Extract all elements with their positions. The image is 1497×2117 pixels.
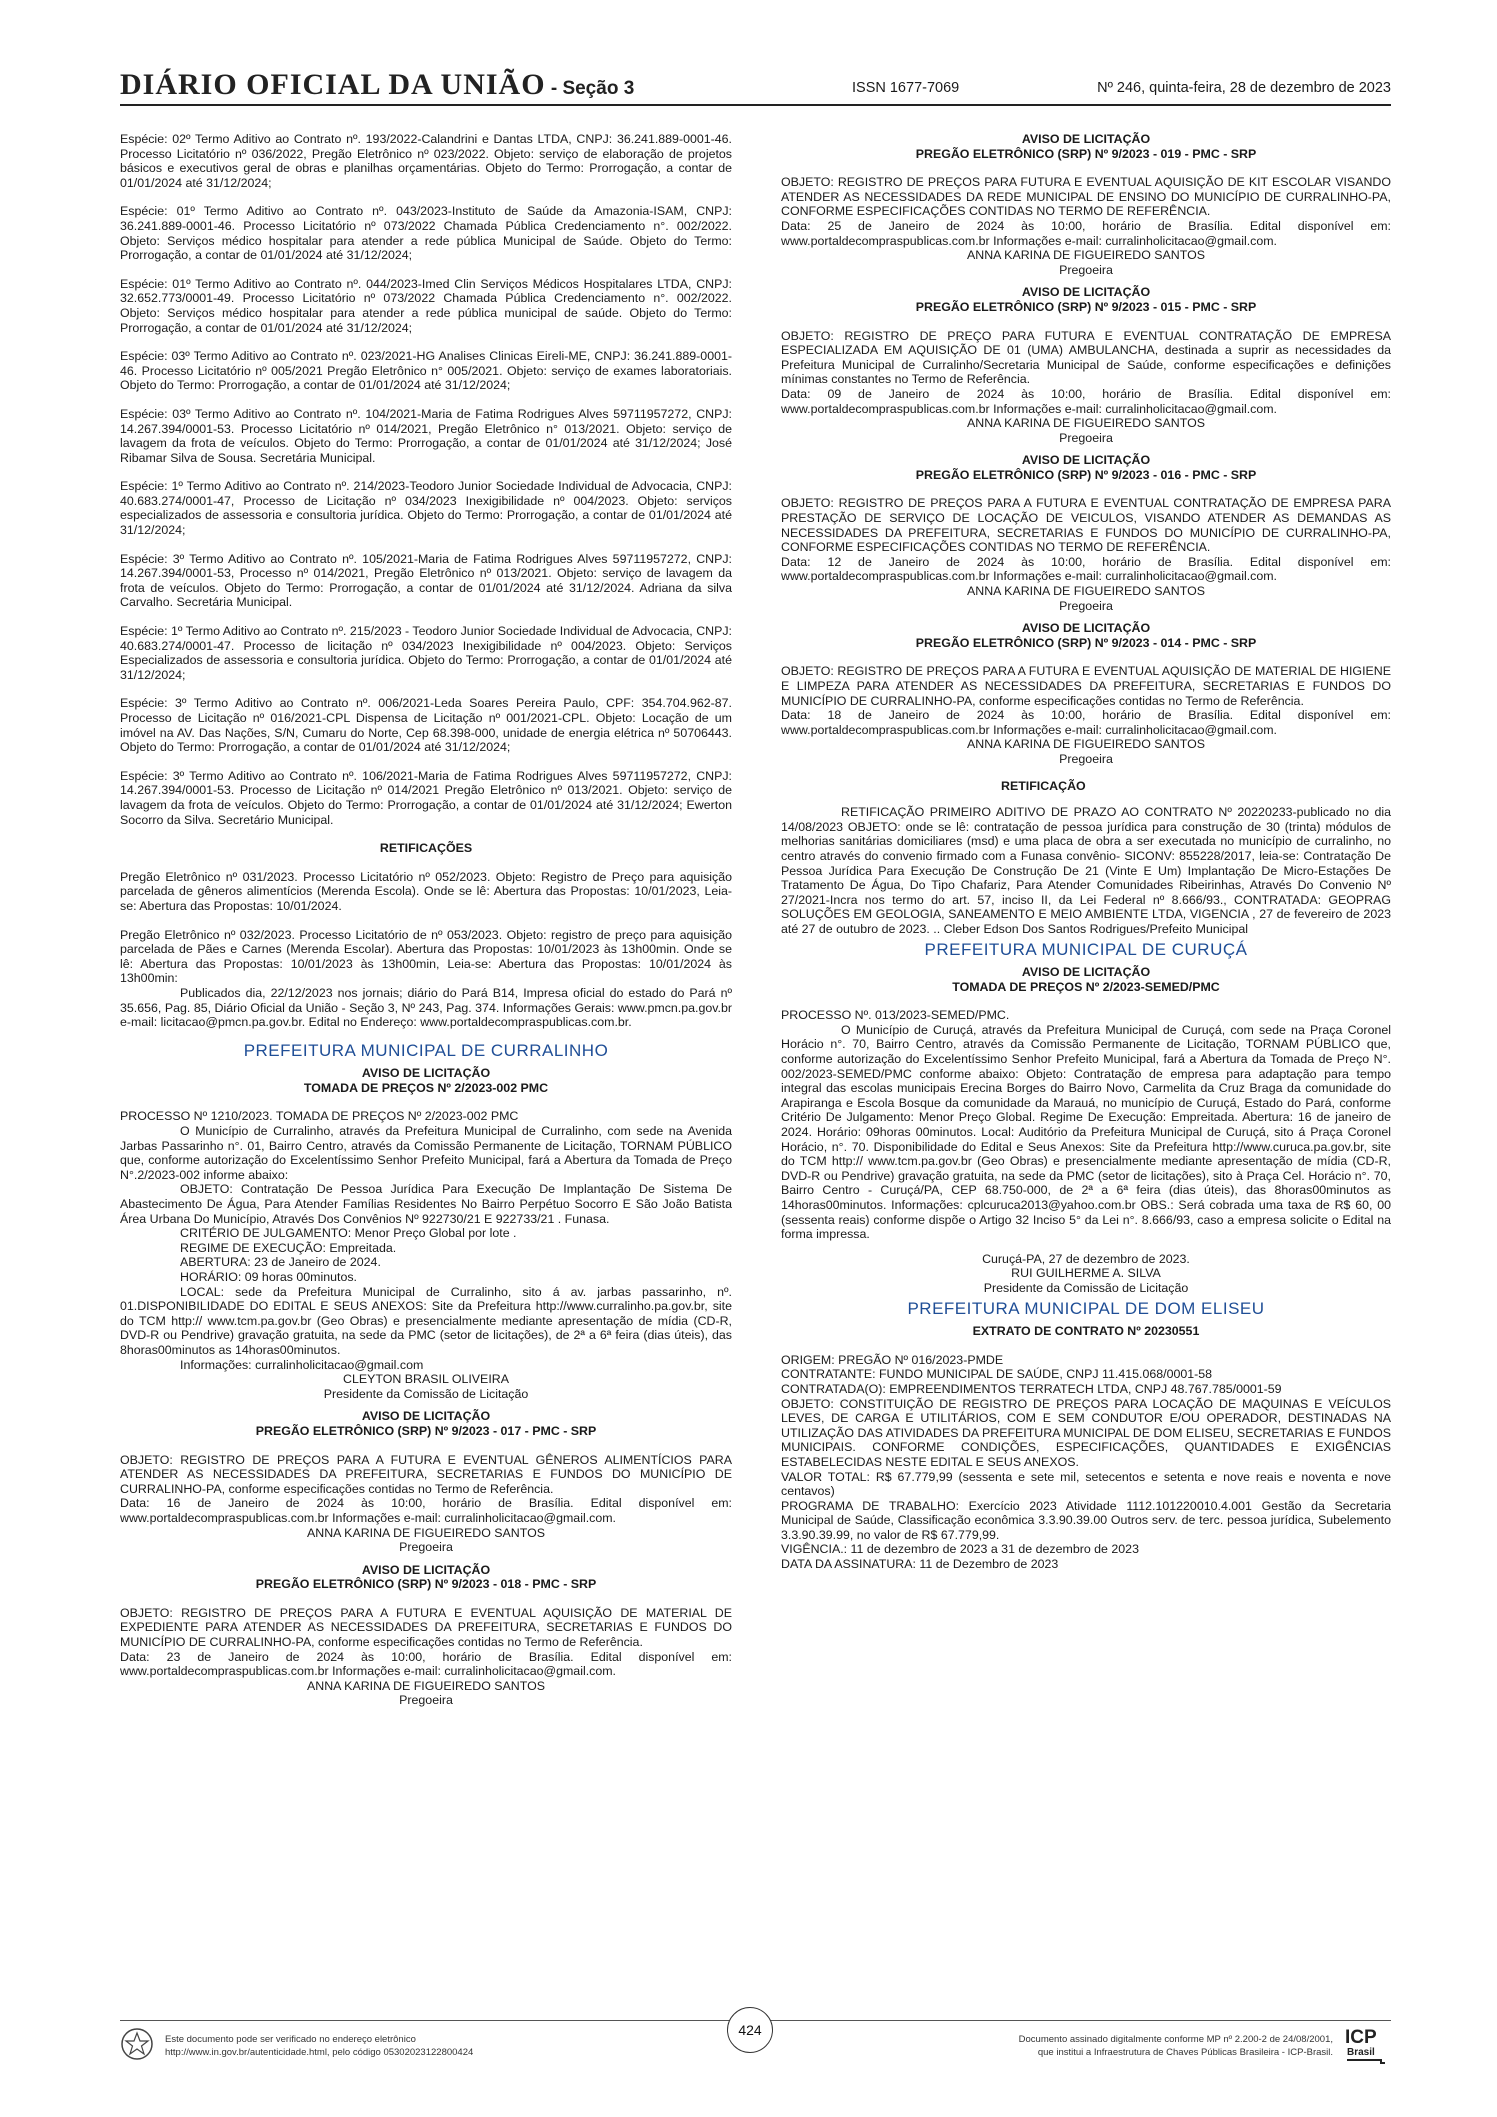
extrato-line: ORIGEM: PREGÃO Nº 016/2023-PMDE <box>781 1352 1004 1367</box>
section-label: - Seção 3 <box>545 78 635 99</box>
notice-paragraph: Espécie: 03º Termo Aditivo ao Contrato nº. 104/2021-Maria de Fatima Rodrigues Alves 59711957272, CNPJ: 14.267.394/0001-53. Processo Licitatório nº 014/2021, Pregão Eletrônico n° 013/2021. Objeto: serviço de lavagem da frota de veículos. Objeto do Termo: Prorrogação, a contar de 01/01/2024 até 31/12/2024; José Ribamar Silva de Sousa. Secretária Municipal. <box>120 406 732 465</box>
notice-title: AVISO DE LICITAÇÃO <box>1021 621 1151 636</box>
notice-subtitle: PREGÃO ELETRÔNICO (SRP) Nº 9/2023 - 019 - PMC - SRP <box>915 146 1257 161</box>
issue-number-date: Nº 246, quinta-feira, 28 de dezembro de 2023 <box>1097 80 1391 96</box>
notice-subtitle: PREGÃO ELETRÔNICO (SRP) Nº 9/2023 - 018 - PMC - SRP <box>255 1577 597 1592</box>
notice-body: LOCAL: sede da Prefeitura Municipal de Curralinho, sito á av. jarbas passarinho, nº. 01.DISPONIBILIDADE DO EDITAL E SEUS ANEXOS: Site da Prefeitura http://www.curralinho.pa.gov.br, site do TCM http:// www.tcm.pa.gov.br (Geo Obras) e presencialmente mediante apresentação de mídia (CD-R, DVD-R ou Pendrive) gravação gratuita, na sede da PMC (setor de licitações), de 2ª a 6ª feira (dias úteis), das 8horas00minutos as 14horas00minutos. <box>120 1284 732 1357</box>
notice-body: OBJETO: REGISTRO DE PREÇOS PARA A FUTURA E EVENTUAL CONTRATAÇÃO DE EMPRESA PARA PRESTAÇÃO DE SERVIÇO DE LOCAÇÃO DE VEICULOS, VISANDO ATENDER AS DEMANDAS AS NECESSIDADES DA PREFEITURA, SECRETARIAS E FUNDOS DO MUNICÍPIO DE CURRALINHO-PA, CONFORME ESPECIFICAÇÕES CONTIDAS NO TERMO DE REFERÊNCIA. <box>781 496 1391 555</box>
signature-role: Pregoeira <box>399 1693 453 1708</box>
signature-role: Pregoeira <box>1059 598 1113 613</box>
verification-note: Este documento pode ser verificado no endereço eletrônico http://www.in.gov.br/autenticidade.html, pelo código 05302023122800424 <box>165 2034 474 2058</box>
extrato-line: DATA DA ASSINATURA: 11 de Dezembro de 2023 <box>781 1557 1059 1572</box>
notice-paragraph: Espécie: 3º Termo Aditivo ao Contrato nº. 006/2021-Leda Soares Pereira Paulo, CPF: 354.704.962-87. Processo de Licitação nº 016/2021-CPL Dispensa de Licitação nº 001/2021-CPL. Objeto: Locação de um imóvel na AV. Das Nações, S/N, Cumaru do Norte, Cep 68.398-000, unidade de energia elétrica nº 50706443. Objeto do Termo: Prorrogação, a contar de 01/01/2024 até 31/12/2024; <box>120 696 732 755</box>
extrato-line: CONTRATADA(O): EMPREENDIMENTOS TERRATECH LTDA, CNPJ 48.767.785/0001-59 <box>781 1381 1282 1396</box>
notice-paragraph: Espécie: 01º Termo Aditivo ao Contrato nº. 044/2023-Imed Clin Serviços Médicos Hospitalares LTDA, CNPJ: 32.652.773/0001-49. Processo Licitatório nº 073/2022 Chamada Pública Credenciamento n°. 002/2022. Objeto: Serviços médico hospitalar para atender a rede pública municipal de saúde. Objeto do Termo: Prorrogação, a contar de 01/01/2024 até 31/12/2024; <box>120 276 732 335</box>
process-line: PROCESSO Nº. 013/2023-SEMED/PMC. <box>781 1008 1010 1023</box>
page-footer <box>120 2020 1391 2081</box>
notice-body: OBJETO: REGISTRO DE PREÇOS PARA FUTURA E EVENTUAL AQUISIÇÃO DE KIT ESCOLAR VISANDO ATENDER AS NECESSIDADES DA REDE MUNICIPAL DE ENSINO DO MUNICÍPIO DE CURRALINHO-PA, CONFORME ESPECIFICAÇÕES CONTIDAS NO TERMO DE REFERÊNCIA. <box>781 175 1391 219</box>
notice-data: Data: 25 de Janeiro de 2024 às 10:00, horário de Brasília. Edital disponível em: www.portaldecompraspublicas.com.br Informações e-mail: curralinholicitacao@gmail.com. <box>781 218 1391 248</box>
notice-title: AVISO DE LICITAÇÃO <box>361 1066 491 1081</box>
extrato-title: EXTRATO DE CONTRATO Nº 20230551 <box>972 1324 1200 1339</box>
notice-paragraph: Espécie: 03º Termo Aditivo ao Contrato nº. 023/2021-HG Analises Clinicas Eireli-ME, CNPJ: 36.241.889-0001-46. Processo Licitatório nº 005/2021 Pregão Eletrônico n° 005/2021. Objeto: serviço de exames laboratoriais. Objeto do Termo: Prorrogação, a contar de 01/01/2024 até 31/12/2024; <box>120 349 732 393</box>
page-header <box>120 68 1391 106</box>
signature-role: Pregoeira <box>1059 430 1113 445</box>
notice-body: OBJETO: REGISTRO DE PREÇOS PARA A FUTURA E EVENTUAL GÊNEROS ALIMENTÍCIOS PARA ATENDER AS NECESSIDADES DA PREFEITURA, SECRETARIAS E FUNDOS DO MUNICÍPIO DE CURRALINHO-PA, conforme especificações contidas no Termo de Referência. <box>120 1452 732 1496</box>
retificacao-paragraph: Pregão Eletrônico nº 031/2023. Processo Licitatório nº 052/2023. Objeto: Registro de Preço para aquisição parcelada de gêneros alimentícios (Merenda Escola). Onde se lê: Abertura das Propostas: 10/01/2023, Leia-se: Abertura das Propostas: 10/01/2024. <box>120 869 732 913</box>
journal-title: DIÁRIO OFICIAL DA UNIÃO - Seção 3 <box>120 68 635 101</box>
retificacao-title: RETIFICAÇÃO <box>1001 778 1086 793</box>
icp-logo-bottom: Brasil <box>1347 2047 1375 2058</box>
notice-title: AVISO DE LICITAÇÃO <box>361 1409 491 1424</box>
section-header-curralinho: PREFEITURA MUNICIPAL DE CURRALINHO <box>243 1040 609 1060</box>
notice-paragraph: Espécie: 1º Termo Aditivo ao Contrato nº. 215/2023 - Teodoro Junior Sociedade Individual de Advocacia, CNPJ: 40.683.274/0001-47. Processo de licitação nº 034/2023 Inexigibilidade nº 004/2023. Objeto: Serviços Especializados de assessoria e consultoria jurídica. Objeto do Termo: Prorrogação, a contar de 01/01/2024 até 31/12/2024; <box>120 624 732 682</box>
notice-line: CRITÉRIO DE JULGAMENTO: Menor Preço Global por lote . <box>180 1226 517 1241</box>
digital-signature-note: Documento assinado digitalmente conforme MP nº 2.200-2 de 24/08/2001, que institui a Infraestrutura de Chaves Públicas Brasileira - ICP-Brasil. <box>1018 2034 1333 2058</box>
notice-title: AVISO DE LICITAÇÃO <box>1021 965 1151 980</box>
notice-line: REGIME DE EXECUÇÃO: Empreitada. <box>180 1240 397 1255</box>
notice-line: HORÁRIO: 09 horas 00minutos. <box>180 1270 357 1284</box>
page-number: 424 <box>727 2007 773 2053</box>
retificacoes-title: RETIFICAÇÕES <box>379 841 473 856</box>
notice-line: Informações: curralinholicitacao@gmail.com <box>180 1357 424 1372</box>
notice-data: Data: 09 de Janeiro de 2024 às 10:00, horário de Brasília. Edital disponível em: www.portaldecompraspublicas.com.br Informações e-mail: curralinholicitacao@gmail.com. <box>781 386 1391 416</box>
place-date: Curuçá-PA, 27 de dezembro de 2023. <box>982 1251 1190 1266</box>
signature-name: ANNA KARINA DE FIGUEIREDO SANTOS <box>307 1678 545 1693</box>
notice-data: Data: 16 de Janeiro de 2024 às 10:00, horário de Brasília. Edital disponível em: www.portaldecompraspublicas.com.br Informações e-mail: curralinholicitacao@gmail.com. <box>120 1496 732 1525</box>
signature-role: Pregoeira <box>1059 751 1113 766</box>
coat-of-arms-icon <box>120 2027 154 2061</box>
extrato-line: PROGRAMA DE TRABALHO: Exercício 2023 Atividade 1112.101220010.4.001 Gestão da Secretaria Municipal de Saúde, Classificação econômica 3.3.90.39.00 Outros serv. de terc. pessoa jurídica, Subelemento 3.3.90.39.99, no valor de R$ 67.779,99. <box>781 1498 1391 1542</box>
retificacao-paragraph: Pregão Eletrônico nº 032/2023. Processo Licitatório de nº 053/2023. Objeto: registro de preço para aquisição parcelada de Pães e Carnes (Merenda Escolar). Abertura das Propostas: 10/01/2023 às 13h00min. Onde se lê: Abertura das Propostas: 10/01/2023 às 13h00min, Leia-se: Abertura das Propostas: 10/01/2024 às 13h00min: <box>120 927 732 986</box>
notice-paragraph: Espécie: 3º Termo Aditivo ao Contrato nº. 106/2021-Maria de Fatima Rodrigues Alves 59711957272, CNPJ: 14.267.394/0001-53. Processo de Licitação nº 014/2021 Pregão Eletrônico nº 013/2021. Objeto: serviço de lavagem da frota de veículos. Objeto do Termo: Prorrogação, a contar de 01/01/2024 até 31/12/2024; Ewerton Socorro da Silva. Secretário Municipal. <box>120 768 732 827</box>
signature-name: ANNA KARINA DE FIGUEIREDO SANTOS <box>967 737 1205 752</box>
signature-role: Pregoeira <box>1059 262 1113 277</box>
notice-subtitle: TOMADA DE PREÇOS Nº 2/2023-002 PMC <box>303 1080 549 1095</box>
notice-subtitle: PREGÃO ELETRÔNICO (SRP) Nº 9/2023 - 015 - PMC - SRP <box>915 299 1257 314</box>
signature-name: ANNA KARINA DE FIGUEIREDO SANTOS <box>967 584 1205 599</box>
signature-role: Pregoeira <box>399 1540 453 1555</box>
retificacao-body: RETIFICAÇÃO PRIMEIRO ADITIVO DE PRAZO AO CONTRATO Nº 20220233-publicado no dia 14/08/2023 OBJETO: onde se lê: contratação de pessoa jurídica para construção de 30 (trinta) módulos de melhorias sanitárias domiciliares (msd) e uma placa de obra a ser executada no município de curralinho, no centro através do convenio firmado com a Funasa convênio- SICONV: 855228/2017, leia-se: Contratação De Pessoa Jurídica Para Execução De Construção De 21 (Vinte E Um) Implantação De Micro-Estações De Tratamento De Água, Do Tipo Chafariz, Para Atender Comunidades Ribeirinhas, Através Do Convenio Nº 27/2021-Incra nos termo do art. 57, inciso II, da Lei Federal nº 8.666/93., CONTRATADA: GEOPRAG SOLUÇÕES EM GEOLOGIA, SANEAMENTO E MEIO AMBIENTE LTDA, VIGENCIA , 27 de fevereiro de 2023 até 27 de outubro de 2023. .. Cleber Edson Dos Santos Rodrigues/Prefeito Municipal <box>781 805 1391 936</box>
notice-paragraph: Espécie: 02º Termo Aditivo ao Contrato nº. 193/2022-Calandrini e Dantas LTDA, CNPJ: 36.241.889-0001-46. Processo Licitatório nº 036/2022, Pregão Eletrônico nº 023/2022. Objeto: serviço de elaboração de projetos básicos e executivos geral de obras e planilhas orçamentárias. Objeto do Termo: Prorrogação, a contar de 01/01/2024 até 31/12/2024; <box>120 132 732 190</box>
notice-paragraph: Espécie: 01º Termo Aditivo ao Contrato nº. 043/2023-Instituto de Saúde da Amazonia-ISAM, CNPJ: 36.241.889-0001-46. Processo Licitatório nº 073/2022 Chamada Pública Credenciamento n°. 002/2022. Objeto: Serviços médico hospitalar para atender a rede pública Municipal de Saúde. Objeto do Termo: Prorrogação, a contar de 01/01/2024 até 31/12/2024; <box>120 204 732 263</box>
extrato-line: VALOR TOTAL: R$ 67.779,99 (sessenta e sete mil, setecentos e setenta e nove reais e noventa e nove centavos) <box>781 1469 1391 1499</box>
notice-data: Data: 23 de Janeiro de 2024 às 10:00, horário de Brasília. Edital disponível em: www.portaldecompraspublicas.com.br Informações e-mail: curralinholicitacao@gmail.com. <box>120 1649 732 1679</box>
notice-paragraph: Espécie: 3º Termo Aditivo ao Contrato nº. 105/2021-Maria de Fatima Rodrigues Alves 59711957272, CNPJ: 14.267.394/0001-53, Processo nº 014/2021, Pregão Eletrônico nº 013/2021. Objeto: serviço de lavagem da frota de veículos. Objeto do Termo: Prorrogação, a contar de 01/01/2024 até 31/12/2024. Adriana da silva Carvalho. Secretária Municipal. <box>120 551 732 610</box>
notice-line: ABERTURA: 23 de Janeiro de 2024. <box>180 1255 381 1270</box>
extrato-line: CONTRATANTE: FUNDO MUNICIPAL DE SAÚDE, CNPJ 11.415.068/0001-58 <box>781 1367 1213 1382</box>
icp-logo-top: ICP <box>1345 2027 1377 2048</box>
notice-body: O Município de Curuçá, através da Prefeitura Municipal de Curuçá, com sede na Praça Coronel Horácio n°. 70, Bairro Centro, através da Comissão Permanente de Licitação, TORNAM PÚBLICO que, conforme autorização do Excelentíssimo Senhor Prefeito Municipal, fará a Abertura da Tomada de Preço N°. 002/2023-SEMED/PMC conforme abaixo: Objeto: Contratação de empresa para adaptação para tempo integral das escolas municipais Erecina Borges do Bairro Novo, Carmelita da Cruz Braga da comunidade do Arapiranga e Escola Bosque da comunidade da Marauá, no município de Curuçá, Estado do Pará, conforme Critério De Julgamento: Menor Preço Global. Regime De Execução: Empreitada. Abertura: 16 de janeiro de 2024. Horário: 09horas 00minutos. Local: Auditório da Prefeitura Municipal de Curuçá, sito á Praça Coronel Horácio, n°. 70. Disponibilidade do Edital e Seus Anexos: Site da Prefeitura http://www.curuca.pa.gov.br, site do TCM http:// www.tcm.pa.gov.br (Geo Obras) e presencialmente mediante apresentação de mídia (CD-R, DVD-R ou Pendrive) gravação gratuita, na sede da PMC (setor de licitações), sito à Praça Cel. Horácio n°. 70, Bairro Centro - Curuçá/PA, CEP 68.750-000, de 2ª a 6ª feira (dias úteis), das 8horas00minutos as 14horas00minutos. Informações: cplcuruca2013@yahoo.com.br OBS.: Será cobrada uma taxa de R$ 60, 00 (sessenta reais) conforme dispõe o Artigo 32 Inciso 5° da Lei n°. 8.666/93, caso a empresa solicite o Edital na forma impressa. <box>781 1022 1391 1242</box>
signature-name: ANNA KARINA DE FIGUEIREDO SANTOS <box>307 1525 545 1540</box>
notice-data: Data: 12 de Janeiro de 2024 às 10:00, horário de Brasília. Edital disponível em: www.portaldecompraspublicas.com.br Informações e-mail: curralinholicitacao@gmail.com. <box>781 554 1391 584</box>
signature-name: CLEYTON BRASIL OLIVEIRA <box>343 1372 509 1387</box>
section-header-curuca: PREFEITURA MUNICIPAL DE CURUÇÁ <box>924 939 1248 959</box>
notice-title: AVISO DE LICITAÇÃO <box>1021 285 1151 300</box>
signature-role: Presidente da Comissão de Licitação <box>323 1386 529 1401</box>
notice-paragraph: Espécie: 1º Termo Aditivo ao Contrato nº. 214/2023-Teodoro Junior Sociedade Individual de Advocacia, CNPJ: 40.683.274/0001-47, Processo de Licitação nº 034/2023 Inexigibilidade nº 004/2023. Objeto: serviços especializados de assessoria e consultoria jurídica. Objeto do Termo: Prorrogação, a contar de 01/01/2024 até 31/12/2024; <box>120 479 732 538</box>
notice-data: Data: 18 de Janeiro de 2024 às 10:00, horário de Brasília. Edital disponível em: www.portaldecompraspublicas.com.br Informações e-mail: curralinholicitacao@gmail.com. <box>781 708 1391 737</box>
notice-body: OBJETO: Contratação De Pessoa Jurídica Para Execução De Implantação De Sistema De Abastecimento De Água, Para Atender Famílias Residentes No Bairro Perpétuo Socorro E São João Batista Área Urbana Do Município, Através Dos Convênios Nº 922730/21 E 922733/21 . Funasa. <box>120 1182 732 1226</box>
notice-title: AVISO DE LICITAÇÃO <box>361 1562 491 1577</box>
extrato-line: VIGÊNCIA.: 11 de dezembro de 2023 a 31 de dezembro de 2023 <box>781 1542 1139 1557</box>
retificacao-paragraph: Publicados dia, 22/12/2023 nos jornais; diário do Pará B14, Impresa oficial do estado do Pará nº 35.656, Pag. 85, Diário Oficial da União - Seção 3, Nº 243, Pag. 374. Informações Gerais: www.pmcn.pa.gov.br e-mail: licitacao@pmcn.pa.gov.br. Edital no Endereço: www.portaldecompraspublicas.com.br. <box>120 985 732 1030</box>
signature-role: Presidente da Comissão de Licitação <box>983 1280 1189 1295</box>
notice-body: OBJETO: REGISTRO DE PREÇOS PARA A FUTURA E EVENTUAL AQUISIÇÃO DE MATERIAL DE EXPEDIENTE PARA ATENDER AS NECESSIDADES DA PREFEITURA, SECRETARIAS E FUNDOS DO MUNICÍPIO DE CURRALINHO-PA, conforme especificações contidas no Termo de Referência. <box>120 1605 732 1650</box>
notice-title: AVISO DE LICITAÇÃO <box>1021 132 1151 146</box>
issn: ISSN 1677-7069 <box>852 80 960 96</box>
notice-subtitle: PREGÃO ELETRÔNICO (SRP) Nº 9/2023 - 017 - PMC - SRP <box>255 1423 597 1438</box>
signature-name: ANNA KARINA DE FIGUEIREDO SANTOS <box>967 248 1205 263</box>
notice-subtitle: PREGÃO ELETRÔNICO (SRP) Nº 9/2023 - 016 - PMC - SRP <box>915 467 1257 482</box>
notice-body: OBJETO: REGISTRO DE PREÇO PARA FUTURA E EVENTUAL CONTRATAÇÃO DE EMPRESA ESPECIALIZADA EM AQUISIÇÃO DE 01 (UMA) AMBULANCHA, destinada a suprir as necessidades da Prefeitura Municipal de Curralinho/Secretaria Municipal de Saúde, conforme especificações e definições mínimas constantes no Termo de Referência. <box>781 328 1391 387</box>
notice-body: O Município de Curralinho, através da Prefeitura Municipal de Curralinho, com sede na Avenida Jarbas Passarinho n°. 01, Bairro Centro, através da Comissão Permanente de Licitação, TORNAM PÚBLICO que, conforme autorização do Excelentíssimo Senhor Prefeito Municipal, fará a Abertura da Tomada de Preço N°.2/2023-002 informe abaixo: <box>120 1124 732 1182</box>
process-line: PROCESSO Nº 1210/2023. TOMADA DE PREÇOS Nº 2/2023-002 PMC <box>120 1109 519 1124</box>
section-header-dom-eliseu: PREFEITURA MUNICIPAL DE DOM ELISEU <box>907 1298 1265 1318</box>
signature-name: RUI GUILHERME A. SILVA <box>1011 1266 1161 1281</box>
signature-name: ANNA KARINA DE FIGUEIREDO SANTOS <box>967 416 1205 431</box>
notice-subtitle: PREGÃO ELETRÔNICO (SRP) Nº 9/2023 - 014 - PMC - SRP <box>915 635 1257 650</box>
left-column <box>120 132 732 1708</box>
extrato-line: OBJETO: CONSTITUIÇÃO DE REGISTRO DE PREÇOS PARA LOCAÇÃO DE MAQUINAS E VEÍCULOS LEVES, DE CARGA E UTILITÁRIOS, COM E SEM CONDUTOR E/OU OPERADOR, DESTINADAS NA UTILIZAÇÃO DAS ATIVIDADES DA PREFEITURA MUNICIPAL DE DOM ELISEU, SECRETARIAS E FUNDOS MUNICIPAIS. CONFORME CONDIÇÕES, ESPECIFICAÇÕES, QUANTIDADES E EXIGÊNCIAS ESTABELECIDAS NESTE EDITAL E SEUS ANEXOS. <box>781 1396 1391 1469</box>
notice-subtitle: TOMADA DE PREÇOS Nº 2/2023-SEMED/PMC <box>952 979 1220 994</box>
notice-title: AVISO DE LICITAÇÃO <box>1021 453 1151 468</box>
right-column <box>781 132 1391 1572</box>
notice-body: OBJETO: REGISTRO DE PREÇOS PARA A FUTURA E EVENTUAL AQUISIÇÃO DE MATERIAL DE HIGIENE E LIMPEZA PARA ATENDER AS NECESSIDADES DA PREFEITURA, SECRETARIAS E FUNDOS DO MUNICÍPIO DE CURRALINHO-PA, conforme especificações contidas no Termo de Referência. <box>781 664 1391 708</box>
icp-brasil-logo-icon <box>1341 2023 1391 2067</box>
